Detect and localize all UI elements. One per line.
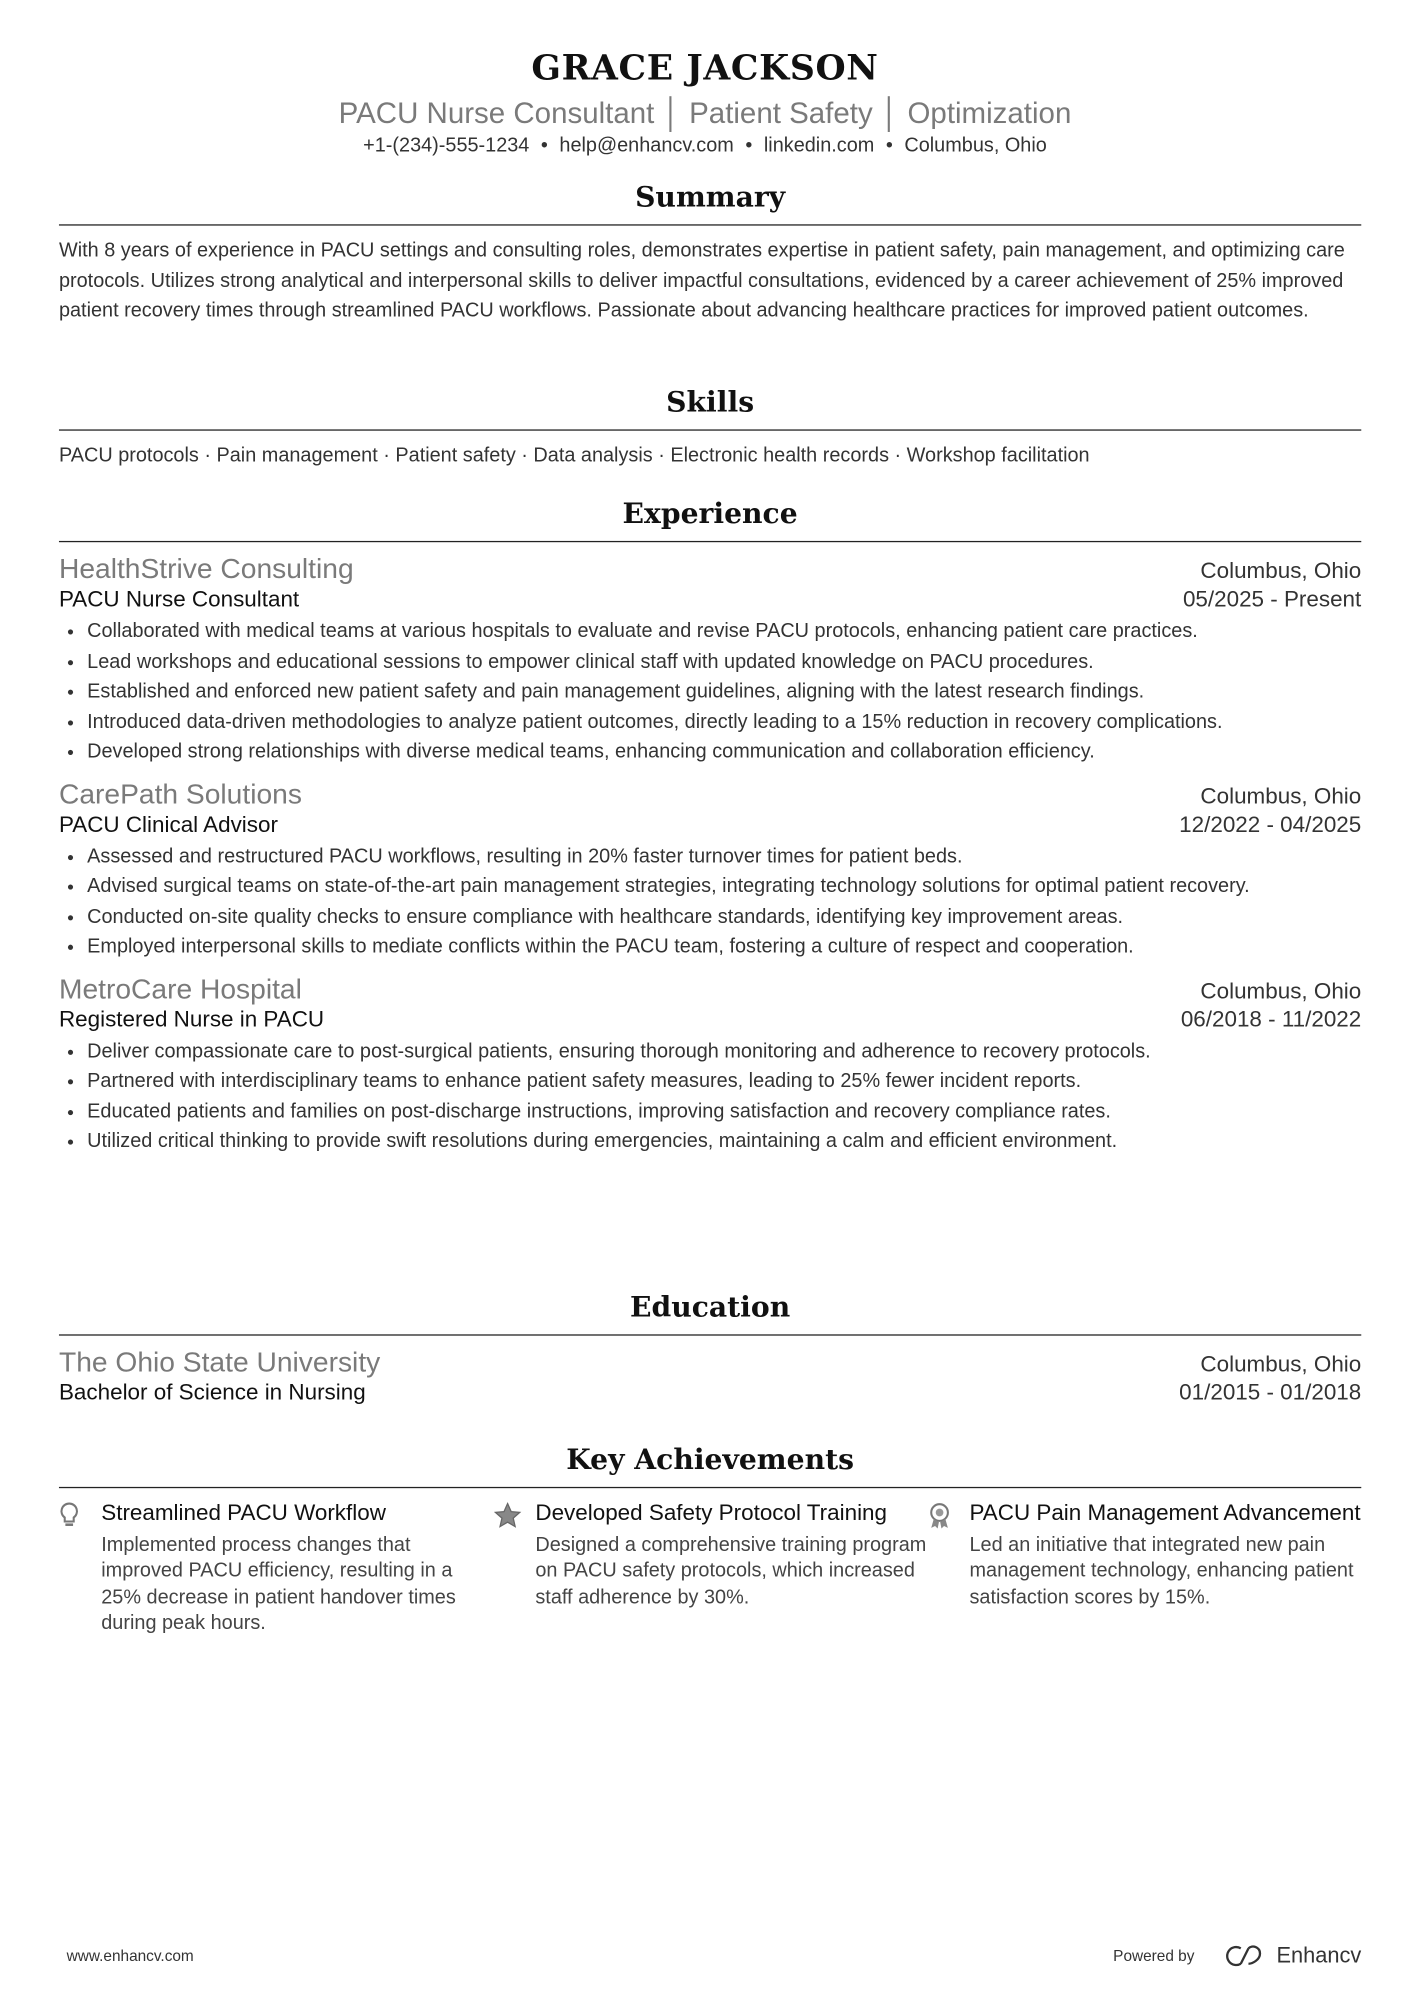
job-title: Registered Nurse in PACU	[58, 1005, 325, 1032]
job-bullet: • Employed interpersonal skills to mediate conflicts within the PACU team, fostering a culture of respect and cooperation.	[87, 932, 1361, 962]
job-bullet: • Collaborated with medical teams at various hospitals to evaluate and revise PACU protocols, enhancing patient care practices.	[87, 617, 1361, 647]
powered-by: Powered by Enhancv	[1113, 1943, 1362, 1968]
skills-section	[59, 386, 1361, 471]
job-bullet: • Utilized critical thinking to provide swift resolutions during emergencies, maintaining a calm and efficient environment.	[87, 1127, 1361, 1157]
job-bullet: • Educated patients and families on post-discharge instructions, improving satisfaction and recovery compliance rates.	[87, 1097, 1361, 1127]
job-location: Columbus, Ohio	[1200, 782, 1362, 809]
experience-entry	[59, 972, 1361, 1157]
school-name: The Ohio State University	[58, 1345, 381, 1378]
job-dates: 12/2022 - 04/2025	[1179, 810, 1362, 837]
job-bullet: • Deliver compassionate care to post-surgical patients, ensuring thorough monitoring and adherence to recovery protocols.	[87, 1036, 1361, 1066]
section-title: Experience	[59, 497, 1361, 542]
job-bullet: • Assessed and restructured PACU workflows, resulting in 20% faster turnover times for patient beds.	[87, 842, 1361, 872]
lightbulb-icon	[59, 1498, 101, 1637]
job-location: Columbus, Ohio	[1200, 977, 1362, 1004]
job-location: Columbus, Ohio	[1200, 557, 1362, 584]
achievement-item: PACU Pain Management Advancement Led an initiative that integrated new pain management technology, enhancing patient satisfaction scores by 15%.	[927, 1498, 1361, 1637]
contact-line: +1-(234)-555-1234 • help@enhancv.com • linkedin.com • Columbus, Ohio	[363, 134, 1047, 157]
company-name: HealthStrive Consulting	[58, 552, 354, 585]
job-bullet: • Introduced data-driven methodologies to analyze patient outcomes, directly leading to a 15% reduction in recovery complications.	[87, 707, 1361, 737]
achievement-item: Developed Safety Protocol Training Designed a comprehensive training program on PACU safety protocols, which increased staff adherence by 30%.	[493, 1498, 927, 1637]
section-title: Education	[59, 1291, 1361, 1336]
section-title: Key Achievements	[59, 1443, 1361, 1488]
job-title: PACU Clinical Advisor	[58, 810, 278, 837]
job-bullet: • Partnered with interdisciplinary teams to enhance patient safety measures, leading to 25% fewer incident reports.	[87, 1066, 1361, 1096]
company-name: MetroCare Hospital	[58, 972, 302, 1005]
award-icon	[927, 1498, 969, 1637]
school-location: Columbus, Ohio	[1200, 1351, 1362, 1377]
education-section	[59, 1291, 1361, 1406]
section-title: Summary	[59, 181, 1361, 226]
linkedin-link[interactable]: linkedin.com	[763, 134, 875, 157]
job-bullet: • Developed strong relationships with diverse medical teams, enhancing communication and collaboration efficiency.	[87, 737, 1361, 767]
skills-list: PACU protocols · Pain management · Patient safety · Data analysis · Electronic health records · Workshop facilitation	[58, 444, 1090, 467]
summary-section	[59, 181, 1361, 326]
job-bullet: • Conducted on-site quality checks to ensure compliance with healthcare standards, identifying key improvement areas.	[87, 902, 1361, 932]
email-link[interactable]: help@enhancv.com	[559, 134, 734, 157]
job-bullet: • Advised surgical teams on state-of-the-art pain management strategies, integrating technology solutions for optimal patient recovery.	[87, 872, 1361, 902]
section-title: Skills	[59, 386, 1361, 431]
job-dates: 06/2018 - 11/2022	[1180, 1005, 1362, 1032]
experience-entry	[59, 777, 1361, 962]
candidate-name: GRACE JACKSON	[531, 48, 879, 89]
education-dates: 01/2015 - 01/2018	[1179, 1379, 1362, 1405]
company-name: CarePath Solutions	[58, 777, 302, 810]
job-bullet: • Lead workshops and educational sessions to empower clinical staff with updated knowledge on PACU procedures.	[87, 647, 1361, 677]
enhancv-logo-icon	[1223, 1944, 1269, 1967]
location: Columbus, Ohio	[904, 134, 1047, 157]
job-title: PACU Nurse Consultant	[58, 585, 300, 612]
job-dates: 05/2025 - Present	[1182, 585, 1362, 612]
job-bullet: • Established and enforced new patient safety and pain management guidelines, aligning with the latest research findings.	[87, 677, 1361, 707]
degree: Bachelor of Science in Nursing	[58, 1379, 366, 1405]
experience-section	[59, 497, 1361, 1167]
summary-text: With 8 years of experience in PACU settings and consulting roles, demonstrates expertise in patient safety, pain management, and optimizing care protocols. Utilizes strong analytical and interpersonal skills to deliver impactful consultations, evidenced by a career achievement of 25% improved patient recovery times through streamlined PACU workflows. Passionate about advancing healthcare practices for improved patient outcomes.	[58, 239, 1345, 322]
footer-website[interactable]: www.enhancv.com	[66, 1947, 194, 1965]
phone: +1-(234)-555-1234	[363, 134, 530, 157]
achievement-item: Streamlined PACU Workflow Implemented process changes that improved PACU efficiency, resulting in a 25% decrease in patient handover times during peak hours.	[59, 1498, 493, 1637]
experience-entry	[59, 552, 1361, 767]
star-icon	[493, 1498, 535, 1637]
achievements-section	[59, 1443, 1361, 1637]
headline: PACU Nurse Consultant │ Patient Safety │ Optimization	[338, 96, 1072, 130]
